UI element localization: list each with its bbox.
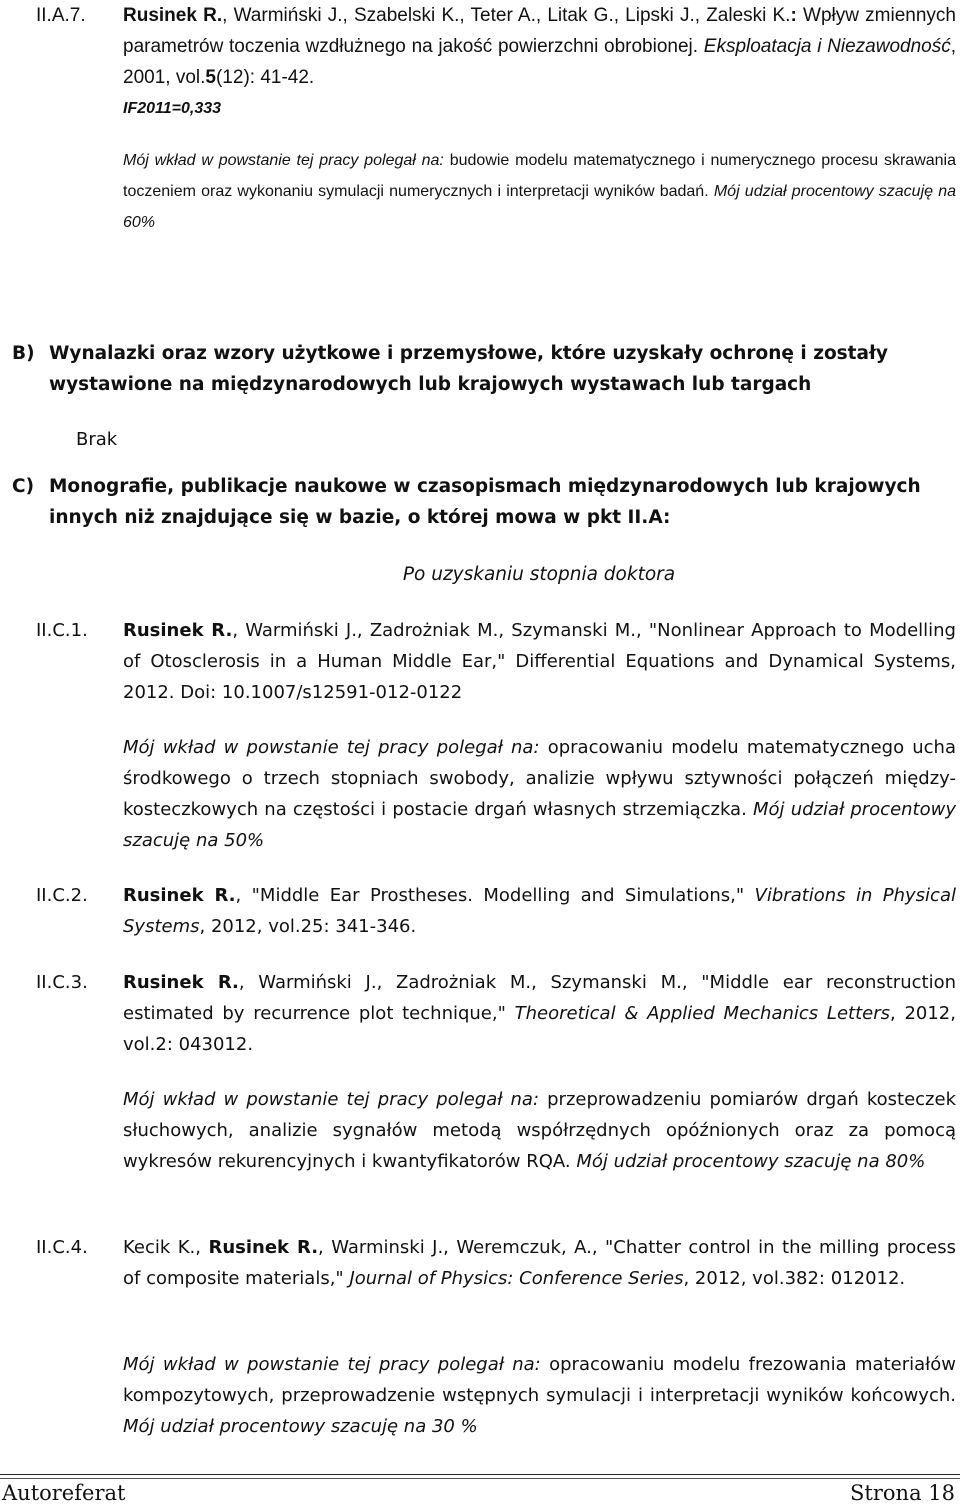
citation-rest: , Warmiński J., Zadrożniak M., Szymanski M., "Middle ear reconstruction estimated by recurrence plot technique," <box>123 972 956 1024</box>
contribution-text: budowie modelu matematycznego i numerycznego procesu skrawania toczeniem oraz wykonaniu symulacji numerycznych i interpretacji wyników badań. <box>123 152 956 200</box>
entry-citation <box>123 0 956 93</box>
contribution-label: Mój wkład w powstanie tej pracy polegał na: <box>123 1089 540 1110</box>
contribution-share: Mój udział procentowy szacuję na 80% <box>576 1151 926 1172</box>
citation-tail: , 2012, vol.382: 012012. <box>683 1268 906 1289</box>
journal: Journal of Physics: Conference Series <box>349 1268 684 1289</box>
contribution-text: opracowaniu modelu matematycznego ucha środkowego o trzech stopniach swobody, analizie wpływu sztywności połączeń między-kosteczkowych na częstości i postacie drgań własnych strzemiączka. <box>123 737 956 820</box>
contribution-text: przeprowadzeniu pomiarów drgań kosteczek słuchowych, analizie sygnałów metodą współrzędnych opóźnionych oraz za pomocą wykresów rekurencyjnych i kwantyfikatorów RQA. <box>123 1089 956 1172</box>
section-b-content: Brak <box>76 429 118 450</box>
entry-number: II.A.7. <box>36 5 86 26</box>
entry-citation <box>123 1232 956 1294</box>
pages: (12): 41-42. <box>215 67 315 88</box>
author-highlight: Rusinek R. <box>123 972 239 993</box>
contribution-label: Mój wkład w powstanie tej pracy polegał na: <box>123 737 540 758</box>
entry-citation <box>123 967 956 1060</box>
contribution-label: Mój wkład w powstanie tej pracy polegał na: <box>123 152 444 169</box>
citation-rest: , Warmiński J., Zadrożniak M., Szymanski M., "Nonlinear Approach to Modelling of Otosclerosis in a Human Middle Ear," Differential Equations and Dynamical Systems, 2012. Doi: 10.1007/s12591-012-0122 <box>123 620 956 703</box>
impact-factor: IF2011=0,333 <box>123 100 222 117</box>
citation-tail: , 2012, vol.2: 043012. <box>123 1003 956 1055</box>
contribution <box>123 145 956 238</box>
journal: Eksploatacja i Niezawodność <box>703 36 951 57</box>
entry-number: II.C.2. <box>36 885 88 906</box>
title: Wpływ zmiennych parametrów toczenia wzdłużnego na jakość powierzchni obrobionej. <box>123 5 956 57</box>
volume: 5 <box>205 67 216 88</box>
entry-number: II.C.3. <box>36 972 88 993</box>
subheading: Po uzyskaniu stopnia doktora <box>402 564 676 585</box>
citation-rest: , "Middle Ear Prostheses. Modelling and Simulations," <box>235 885 745 906</box>
entry-number: II.C.1. <box>36 620 88 641</box>
author-highlight: Rusinek R. <box>123 5 223 26</box>
year: , 2001, vol. <box>123 36 956 88</box>
entry-citation <box>123 615 956 708</box>
section-title: Wynalazki oraz wzory użytkowe i przemysłowe, które uzyskały ochronę i zostały wystawione na międzynarodowych lub krajowych wystawach lub targach <box>49 343 888 395</box>
citation-tail: , 2012, vol.25: 341-346. <box>199 916 417 937</box>
journal: Theoretical & Applied Mechanics Letters <box>514 1003 890 1024</box>
page-number: Strona 18 <box>850 1481 955 1505</box>
footer-divider <box>0 1474 960 1475</box>
section-title: Monografie, publikacje naukowe w czasopismach międzynarodowych lub krajowych innych niż znajdujące się w bazie, o której mowa w pkt II.A: <box>49 476 921 528</box>
footer-title: Autoreferat <box>2 1481 126 1505</box>
authors: , Warmiński J., Szabelski K., Teter A., Litak G., Lipski J., Zaleski K. <box>222 5 791 26</box>
journal: Vibrations in Physical Systems <box>123 885 956 937</box>
contribution <box>123 1084 956 1177</box>
authors-pre: Kecik K., <box>123 1237 209 1258</box>
contribution <box>123 1349 956 1442</box>
author-highlight: Rusinek R. <box>208 1237 319 1258</box>
colon: : <box>790 5 797 26</box>
contribution-text: opracowaniu modelu frezowania materiałów kompozytowych, przeprowadzenie wstępnych symulacji i interpretacji wyników końcowych. <box>123 1354 956 1406</box>
section-letter: B) <box>12 343 35 364</box>
contribution-label: Mój wkład w powstanie tej pracy polegał na: <box>123 1354 541 1375</box>
section-letter: C) <box>12 476 35 497</box>
author-highlight: Rusinek R. <box>123 620 233 641</box>
contribution <box>123 732 956 856</box>
entry-citation <box>123 880 956 942</box>
footer-divider-thin <box>0 1478 960 1479</box>
entry-number: II.C.4. <box>36 1237 88 1258</box>
contribution-share: Mój udział procentowy szacuję na 30 % <box>123 1416 478 1437</box>
contribution-share: Mój udział procentowy szacuję na 50% <box>123 799 956 851</box>
contribution-share: Mój udział procentowy szacuję na 60% <box>123 183 957 231</box>
citation-rest: , Warminski J., Weremczuk, A., "Chatter control in the milling process of composite materials," <box>123 1237 956 1289</box>
author-highlight: Rusinek R. <box>123 885 236 906</box>
